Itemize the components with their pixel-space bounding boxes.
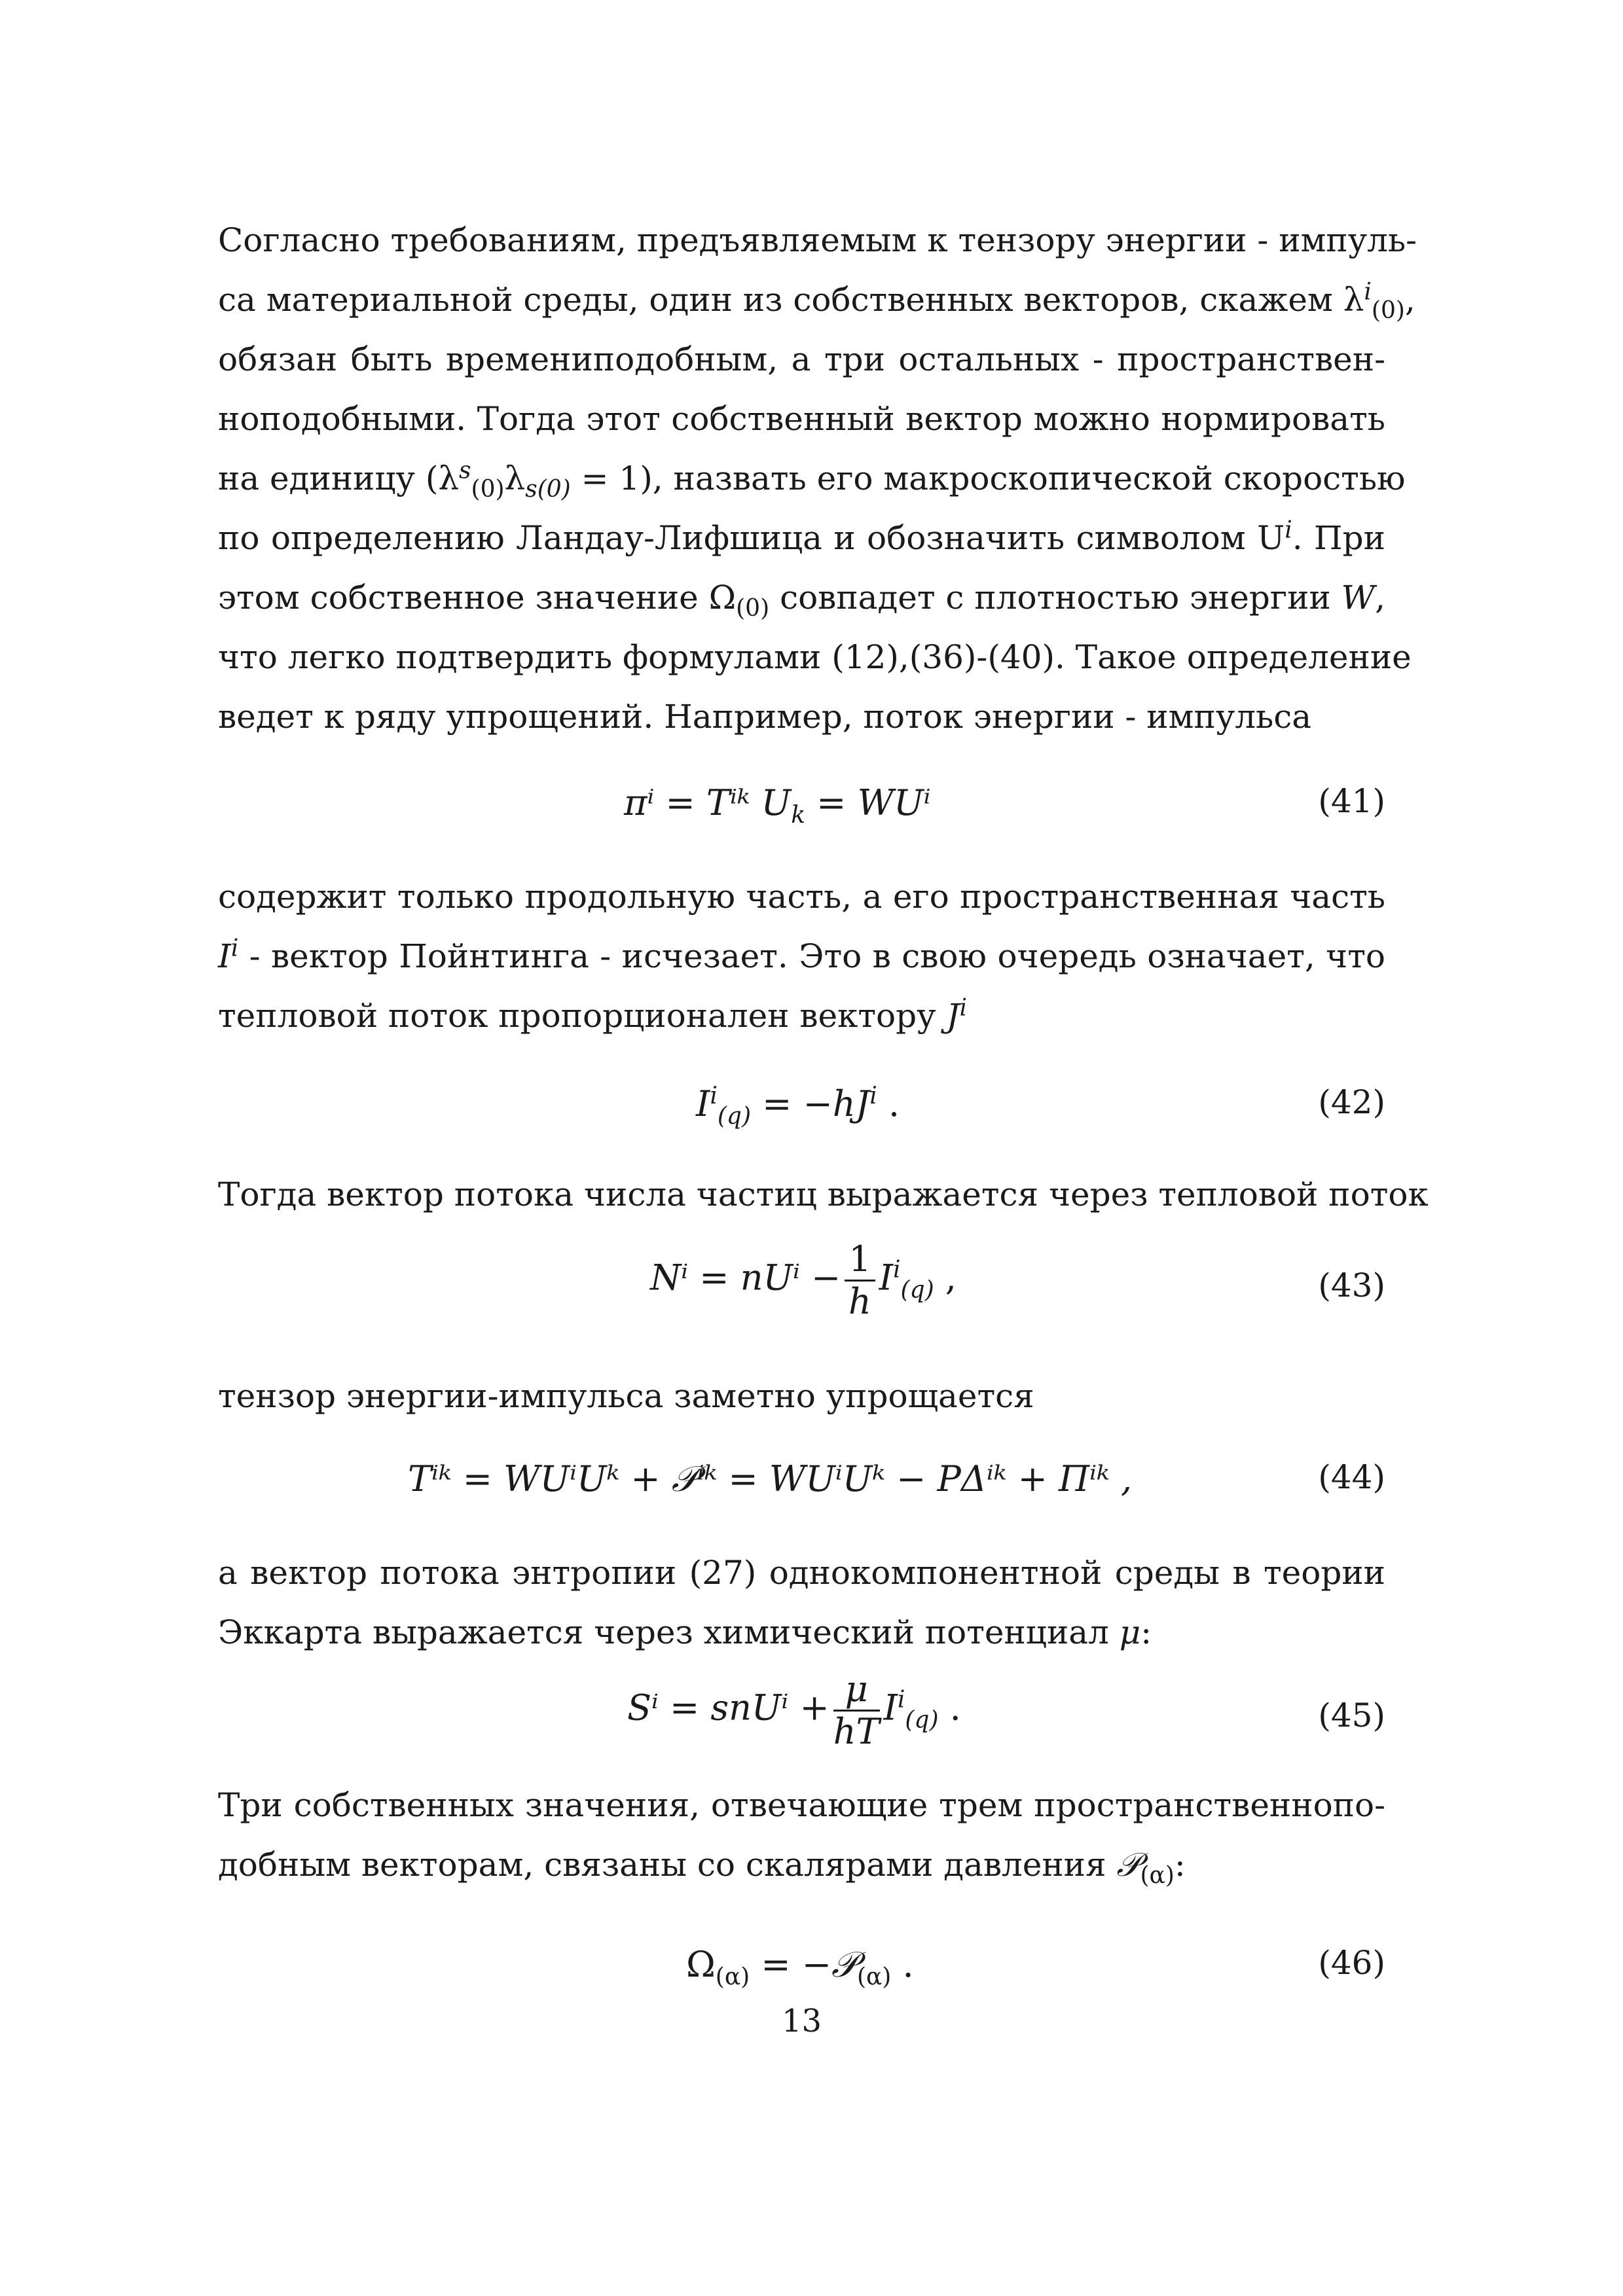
- equation-44: [218, 1458, 1385, 1530]
- equation-43: [218, 1238, 1385, 1338]
- page-number: 13: [781, 2003, 822, 2039]
- fraction: $\frac{1}{h}$: [845, 1242, 875, 1319]
- text-line: $I^i$ - вектор Пойнтинга - исчезает. Это в свою очередь означает, что: [218, 935, 1385, 975]
- equation-number: (41): [1318, 782, 1385, 820]
- equation-expression: Sⁱ = snUⁱ + $\frac{\mu}{hT}$ $I^i_{(q)}$ .: [627, 1668, 961, 1752]
- equation-expression: $\Omega_{(\alpha)}$ = −𝒫$_{(\alpha)}$ .: [686, 1944, 914, 1990]
- equation-number: (44): [1318, 1458, 1385, 1496]
- text-line: что легко подтвердить формулами (12),(36)-(40). Такое определение: [218, 638, 1412, 676]
- equation-number: (42): [1318, 1083, 1385, 1121]
- text-line: са материальной среды, один из собственных векторов, скажем $\lambda^i_{(0)}$,: [218, 278, 1415, 324]
- equation-number: (43): [1318, 1266, 1385, 1304]
- text-line: Согласно требованиям, предъявляемым к тензору энергии - импуль-: [218, 221, 1417, 259]
- equation-42: [218, 1083, 1385, 1155]
- text-line: Три собственных значения, отвечающие трем пространственнопо-: [218, 1786, 1385, 1824]
- text-line: Эккарта выражается через химический потенциал μ:: [218, 1613, 1152, 1651]
- paragraph-particle-flux: [218, 1165, 1429, 1225]
- paragraph-stress-tensor: [218, 1367, 1385, 1426]
- equation-number: (45): [1318, 1696, 1385, 1734]
- text-line: а вектор потока энтропии (27) однокомпонентной среды в теории: [218, 1554, 1385, 1592]
- paper-page: [218, 0, 1429, 2296]
- text-line: ведет к ряду упрощений. Например, поток энергии - импульса: [218, 698, 1312, 736]
- paragraph-entropy-flux: [218, 1543, 1385, 1662]
- fraction: $\frac{\mu}{hT}$: [833, 1668, 880, 1752]
- text-line: Тогда вектор потока числа частиц выражается через тепловой поток: [218, 1175, 1429, 1213]
- equation-expression: $I^i_{(q)} = -hJ^i$ .: [696, 1083, 900, 1130]
- equation-number: (46): [1318, 1944, 1385, 1982]
- equation-expression: πⁱ = Tⁱᵏ $U_k = WU^i$: [624, 782, 931, 829]
- text-line: на единицу $(\lambda^s_{(0)}\lambda_{s(0)} = 1)$, назвать его макроскопической скоростью: [218, 457, 1406, 503]
- text-line: добным векторам, связаны со скалярами давления 𝒫$_{(\alpha)}$:: [218, 1846, 1186, 1889]
- text-line: обязан быть времениподобным, а три остальных - пространствен-: [218, 340, 1385, 378]
- equation-41: [218, 782, 1385, 854]
- paragraph-poynting: [218, 867, 1385, 1046]
- text-line: тензор энергии-импульса заметно упрощается: [218, 1377, 1034, 1415]
- equation-expression: Nⁱ = nUⁱ − $\frac{1}{h}$ $I^i_{(q)}$ ,: [650, 1238, 957, 1322]
- text-line: содержит только продольную часть, а его пространственная часть: [218, 878, 1385, 916]
- paragraph-eigenvectors: [218, 211, 1417, 747]
- text-line: по определению Ландау-Лифшица и обозначить символом $U^i$. При: [218, 516, 1385, 557]
- text-line: ноподобными. Тогда этот собственный вектор можно нормировать: [218, 400, 1385, 438]
- equation-45: [218, 1668, 1385, 1768]
- paragraph-pressure-scalars: [218, 1776, 1385, 1895]
- text-line: этом собственное значение $\Omega_{(0)}$ совпадет с плотностью энергии W,: [218, 579, 1385, 622]
- equation-expression: Tⁱᵏ = WUⁱUᵏ + 𝒫ⁱᵏ = WUⁱUᵏ − PΔⁱᵏ + Πⁱᵏ ,: [408, 1458, 1132, 1499]
- text-line: тепловой поток пропорционален вектору $J^i$: [218, 994, 968, 1035]
